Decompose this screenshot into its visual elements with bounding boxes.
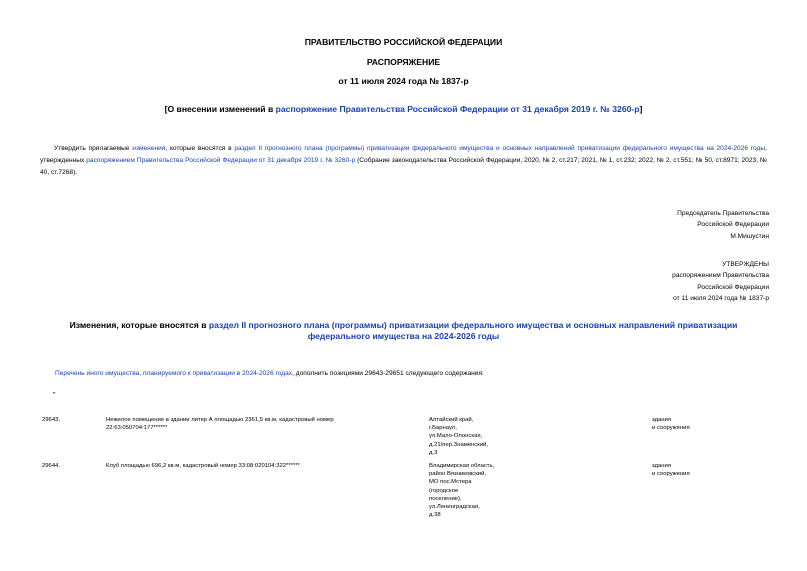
address-line: д.3 [429, 449, 438, 456]
row-address [429, 462, 529, 519]
row-description [106, 462, 396, 470]
address-line: поселение), [429, 495, 462, 502]
title-close: ] [639, 104, 643, 114]
address-line: район Вязниковский, [429, 471, 487, 478]
main-paragraph [40, 143, 767, 179]
description-line: Нежилое помещение в здании литер А площадью 2361,5 кв.м, кадастровый номер [106, 417, 334, 423]
kind-line: здания [652, 463, 672, 469]
address-line: Владимирская область, [429, 463, 495, 469]
row-kind [652, 416, 690, 432]
row-number: 29644. [42, 463, 61, 469]
paragraph-text: , которые вносятся в [165, 145, 235, 152]
signature-line: М.Мишустин [730, 232, 769, 240]
kind-line: и сооружения [652, 425, 690, 432]
order-link[interactable]: распоряжением Правительства Российской Федерации от 31 декабря 2019 г. № 3260-р [86, 157, 356, 164]
paragraph-text: Утвердить прилагаемые [54, 145, 133, 152]
signature-block [677, 208, 769, 242]
kind-line: и сооружения [652, 471, 690, 478]
document-type: РАСПОРЯЖЕНИЕ [366, 57, 441, 67]
row-number: 29643. [42, 417, 61, 423]
changes-heading [40, 320, 767, 342]
address-line: г.Барнаул, [429, 425, 457, 432]
signature-line: Председатель Правительства [677, 210, 769, 217]
section-link[interactable]: раздел II прогнозного плана (программы) приватизации федерального имущества и основных направлений приватизации федерального имущества на 2024-2026 годы [234, 145, 766, 152]
address-line: ул.Мало-Олонская, [429, 433, 483, 440]
title-open: [О внесении изменений в [164, 104, 276, 114]
row-description [106, 416, 396, 432]
address-line: д.21/пер.Знаменский, [429, 441, 489, 448]
paragraph-text: (Собрание законодательства Российской Федерации, 2020, № 2, ст.217; 2021, № 1, ст.232; 2022, № 2, ст.551; № 50, ст.8971; 2023, № 40, ст.7268). [40, 157, 768, 176]
document-title [40, 104, 767, 114]
list-intro [55, 370, 484, 377]
address-line: МО пос.Мстера [429, 479, 472, 486]
signature-line: Российской Федерации [697, 221, 769, 229]
approval-block [672, 259, 769, 304]
approval-line: от 11 июля 2024 года № 1837-р [673, 294, 769, 302]
opening-quote: " [53, 392, 56, 399]
list-intro-text: , дополнить позициями 29643-29651 следующего содержания: [292, 370, 484, 377]
address-line: ул.Ленинградская, [429, 504, 480, 511]
approval-line: распоряжением Правительства [672, 272, 769, 280]
row-address [429, 416, 529, 457]
description-line: Клуб площадью 696,2 кв.м, кадастровый номер 33:08:020104:322****** [106, 463, 300, 469]
description-line: 22:63:050704:177****** [106, 425, 168, 432]
address-line: Алтайский край, [429, 417, 474, 423]
row-kind [652, 462, 690, 478]
changes-heading-text: Изменения, которые вносятся в [69, 320, 209, 330]
address-line: д.38 [429, 512, 441, 519]
address-line: (городское [429, 487, 459, 494]
document-date-number: от 11 июля 2024 года № 1837-р [338, 76, 469, 86]
kind-line: здания [652, 417, 672, 423]
title-link[interactable]: распоряжение Правительства Российской Федерации от 31 декабря 2019 г. № 3260-р [275, 104, 640, 114]
government-heading: ПРАВИТЕЛЬСТВО РОССИЙСКОЙ ФЕДЕРАЦИИ [304, 37, 503, 47]
property-list-link[interactable]: Перечень иного имущества, планируемого к приватизации в 2024-2026 годах [55, 370, 293, 377]
changes-heading-link[interactable]: раздел II прогнозного плана (программы) приватизации федерального имущества и основных направлений приватизации федерального имущества на 2024-2026 годы [208, 320, 738, 341]
approval-line: УТВЕРЖДЕНЫ [722, 261, 769, 268]
approval-line: Российской Федерации [697, 283, 769, 291]
changes-link[interactable]: изменения [132, 145, 166, 152]
paragraph-text: , утвержденных [40, 145, 767, 164]
